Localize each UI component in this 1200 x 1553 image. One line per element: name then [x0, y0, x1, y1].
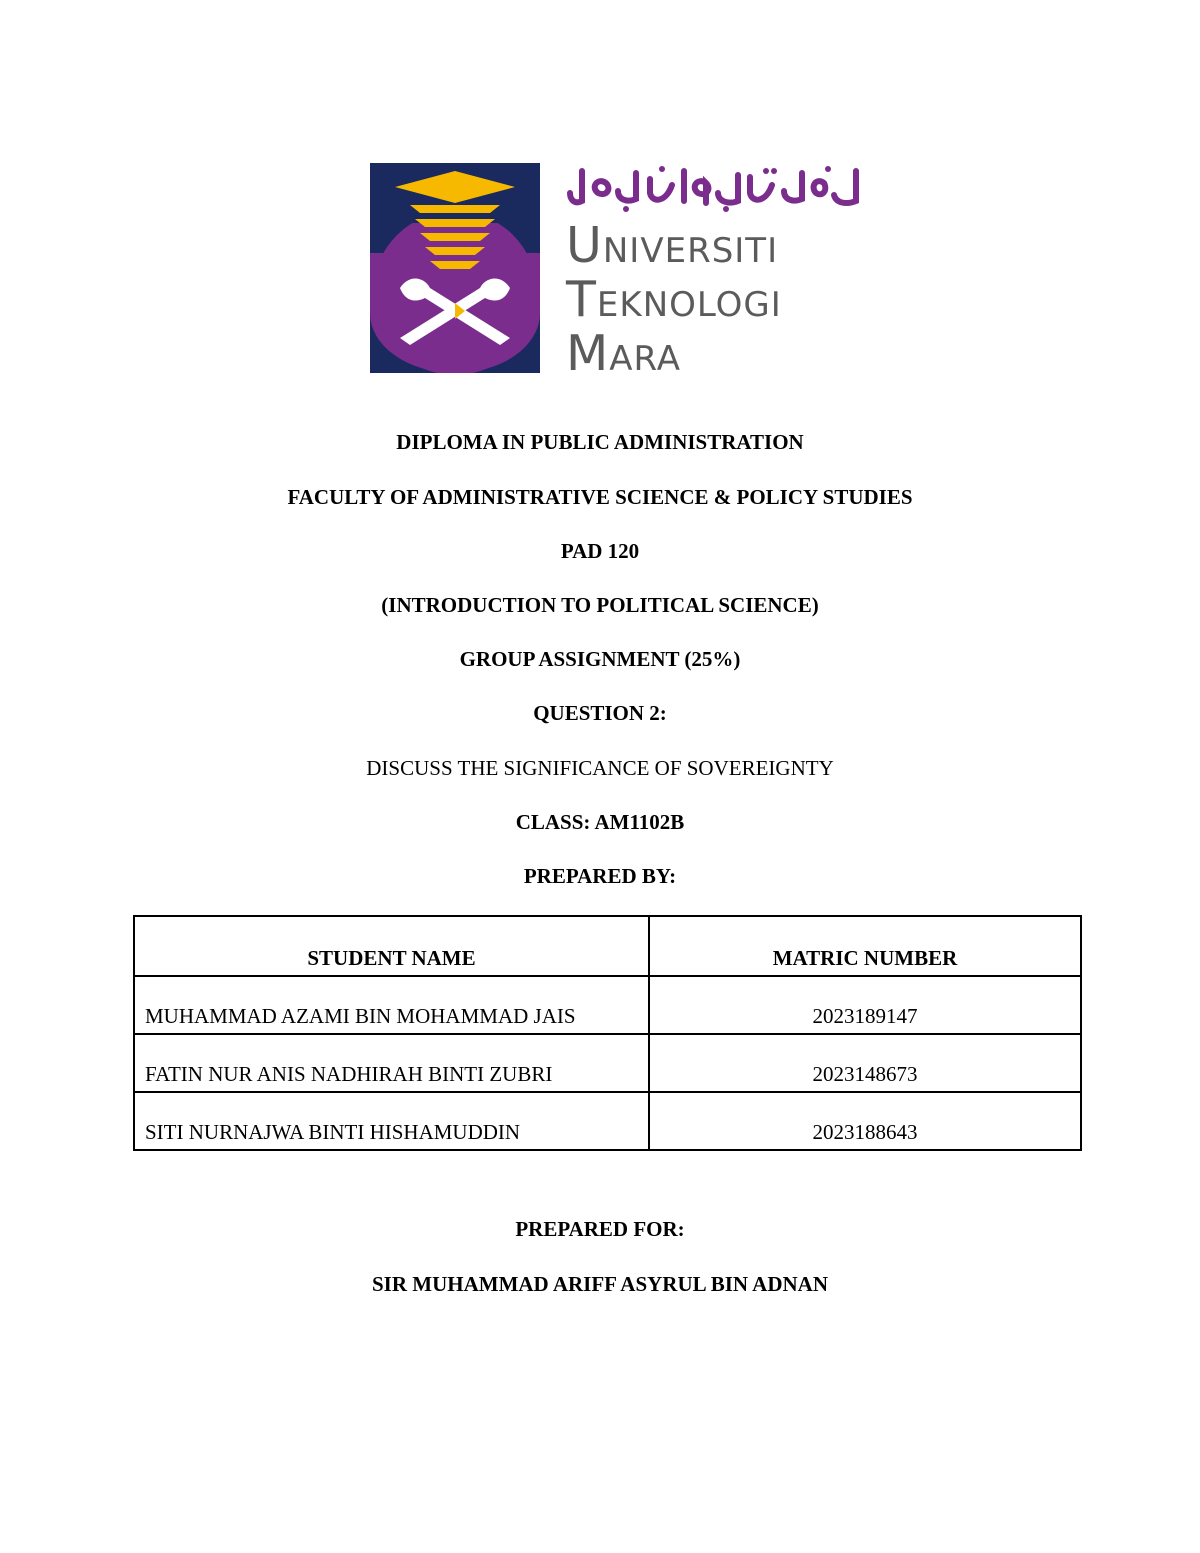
student-name-cell: SITI NURNAJWA BINTI HISHAMUDDIN: [134, 1092, 649, 1150]
course-name: (INTRODUCTION TO POLITICAL SCIENCE): [381, 593, 819, 617]
table-row: [134, 976, 1081, 1034]
column-header-matric-number: MATRIC NUMBER: [649, 916, 1081, 976]
logo-word-mara: Mara: [566, 325, 682, 382]
class-label: CLASS: AM1102B: [515, 810, 685, 834]
student-name-cell: FATIN NUR ANIS NADHIRAH BINTI ZUBRI: [134, 1034, 649, 1092]
question-text: DISCUSS THE SIGNIFICANCE OF SOVEREIGNTY: [366, 756, 834, 780]
column-header-student-name: STUDENT NAME: [134, 916, 649, 976]
question-label: QUESTION 2:: [533, 701, 667, 725]
matric-number-cell: 2023189147: [649, 976, 1081, 1034]
faculty-title: FACULTY OF ADMINISTRATIVE SCIENCE & POLICY STUDIES: [287, 485, 913, 509]
program-title: DIPLOMA IN PUBLIC ADMINISTRATION: [396, 430, 804, 454]
matric-number-cell: 2023188643: [649, 1092, 1081, 1150]
assignment-title: GROUP ASSIGNMENT (25%): [459, 647, 741, 671]
jawi-script-logo-icon: [566, 163, 866, 213]
table-header-row: [134, 916, 1081, 976]
course-code: PAD 120: [560, 539, 640, 563]
uitm-wordmark: [566, 163, 866, 382]
table-row: [134, 1092, 1081, 1150]
university-logo: [370, 163, 870, 382]
students-table: [133, 915, 1082, 1151]
prepared-by-label: PREPARED BY:: [523, 864, 677, 888]
prepared-for-label: PREPARED FOR:: [515, 1217, 685, 1241]
table-row: [134, 1034, 1081, 1092]
logo-word-teknologi: Teknologi: [566, 271, 782, 328]
matric-number-cell: 2023148673: [649, 1034, 1081, 1092]
student-name-cell: MUHAMMAD AZAMI BIN MOHAMMAD JAIS: [134, 976, 649, 1034]
logo-word-universiti: Universiti: [566, 217, 779, 274]
lecturer-name: SIR MUHAMMAD ARIFF ASYRUL BIN ADNAN: [372, 1272, 828, 1296]
uitm-emblem-icon: [370, 163, 540, 373]
